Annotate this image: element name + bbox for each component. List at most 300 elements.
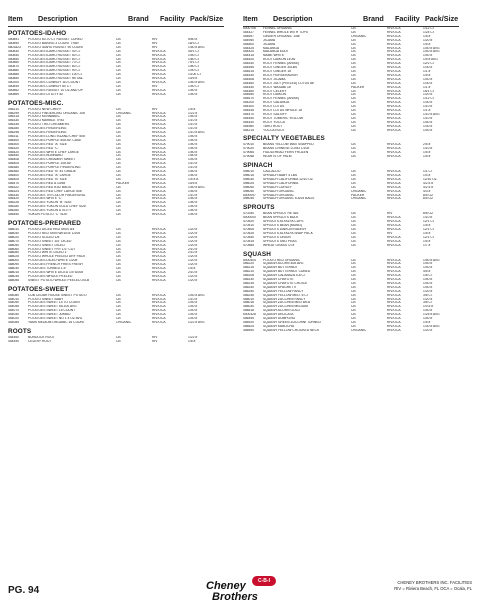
item-facility: RIV/OCA	[152, 263, 166, 267]
item-code: 488030	[8, 267, 20, 271]
item-pack-size: 1/5 #	[423, 34, 431, 38]
item-pack-size: 1/50 CT	[188, 53, 200, 57]
item-description: MALANGA EDDI	[263, 50, 288, 54]
item-brand: CB	[116, 251, 121, 255]
item-brand: CB	[116, 309, 121, 313]
item-facility: RIV/OCA	[152, 317, 166, 321]
item-description: ROOT LOTUS WHOLE 1#	[263, 109, 302, 113]
item-facility: RIV/OCA	[387, 181, 401, 185]
item-pack-size: 1/10 #	[423, 116, 433, 120]
item-pack-size: 1/5 # AVG	[423, 58, 438, 62]
item-pack-size: 1/40 #	[423, 128, 433, 132]
item-description: SQUASH YELLOW FANCY	[263, 289, 304, 293]
item-brand: CB	[116, 134, 121, 138]
item-code: 456330	[8, 119, 20, 123]
item-pack-size: 1/22 # AVG	[188, 321, 205, 324]
item-pack-size: 1/4 #	[423, 174, 431, 177]
item-brand: CB	[351, 38, 356, 42]
item-description: SQUASH ACORN GOLD	[263, 309, 300, 313]
item-brand: CB	[351, 177, 356, 181]
item-pack-size: 1/20 #	[188, 259, 198, 263]
item-code: 488010	[8, 227, 20, 231]
item-code: 5801823	[8, 45, 21, 49]
item-code: 470585	[243, 243, 255, 247]
item-code: 488040	[8, 231, 20, 235]
item-code: 456245	[243, 293, 255, 297]
item-code: 450869	[8, 92, 20, 96]
item-pack-size: 1/10 #	[423, 216, 433, 220]
item-description: POTATOES FINGERLING	[28, 131, 67, 135]
item-pack-size: 1/40 #	[188, 158, 198, 162]
item-pack-size: 1/40 # AVG	[423, 50, 440, 54]
header-item: Item	[8, 14, 23, 23]
item-code: 456335	[8, 123, 20, 127]
item-pack-size: 4/5 #	[423, 270, 431, 274]
table-row	[8, 321, 224, 325]
item-description: POTATO WHOLE PEELED DRY PACK	[28, 255, 86, 259]
item-code: 454950	[243, 38, 255, 42]
item-description: SPINACH CURLEY	[263, 185, 292, 189]
item-brand: CB	[351, 262, 356, 266]
item-description: POTATO BAKING 3 COUNT TRAY	[28, 41, 80, 45]
table-row	[8, 213, 224, 217]
item-code: 454200	[243, 101, 255, 105]
item-facility: RIV/OCA	[152, 293, 166, 297]
item-brand: CB	[351, 143, 356, 147]
item-code: 456455	[243, 317, 255, 321]
item-pack-size: 8/5 OZ	[423, 193, 434, 197]
item-description: POTATO SWEET BABY	[28, 297, 64, 301]
item-pack-size: 1/30 #	[423, 101, 433, 105]
item-description: POTATO IDAHO RUSSET 90 COUNT	[28, 45, 84, 49]
item-facility: RIV/OCA	[387, 147, 401, 151]
table-row	[8, 93, 224, 97]
item-facility: RIV/OCA	[387, 46, 401, 50]
item-code: 450840	[8, 53, 20, 57]
item-brand: CB	[351, 266, 356, 270]
item-description: POTATOES CREAMER SWEET	[28, 158, 76, 162]
table-row	[243, 155, 459, 159]
item-code: 456590	[243, 328, 255, 332]
item-pack-size: 1/8 CT	[423, 274, 433, 278]
item-pack-size: 1/80 CT	[188, 65, 200, 69]
item-facility: RIV/OCA	[387, 193, 401, 197]
item-brand: CB	[116, 61, 121, 65]
item-pack-size: 1/50 #	[188, 197, 198, 201]
item-facility: RIV/OCA	[152, 274, 166, 278]
item-brand: CB	[116, 41, 121, 45]
item-facility: RIV/OCA	[152, 77, 166, 81]
item-description: POTATOES RUSSET 10 OZ AND UP	[28, 88, 83, 92]
item-description: POTATOES PURPLE 10# AV.	[28, 162, 72, 166]
cheney-brothers-logo	[192, 576, 292, 602]
item-pack-size: 1/100 CT	[188, 73, 202, 77]
item-pack-size: 1/40 #	[423, 317, 433, 321]
item-description: POTATOES UTILITY #2	[28, 92, 64, 96]
item-pack-size: 1/20 #	[423, 38, 433, 42]
item-brand: CB	[116, 317, 121, 321]
item-facility: RIV/OCA	[152, 309, 166, 313]
item-pack-size: 15/1 CT	[423, 89, 435, 93]
item-description: ROOT SALSIFY	[263, 112, 287, 116]
left-sections	[8, 30, 224, 344]
item-pack-size: 2/10 #	[188, 270, 198, 274]
item-description: POTATOES RED "A" SIZE	[28, 142, 67, 146]
item-facility: RIV/OCA	[387, 151, 401, 155]
item-code: 456240	[243, 285, 255, 289]
item-facility: RIV/OCA	[152, 80, 166, 84]
item-facility: RIV/OCA	[387, 243, 401, 247]
item-facility: RIV/OCA	[387, 62, 401, 66]
item-facility: RIV/OCA	[387, 73, 401, 77]
section-title: POTATOES-IDAHO	[8, 30, 67, 37]
item-brand: PACKER	[351, 85, 365, 89]
item-facility: RIV/OCA	[152, 119, 166, 123]
header-brand: Brand	[128, 14, 149, 23]
item-pack-size: 1/10 #	[188, 123, 198, 127]
section-title: SPROUTS	[243, 204, 275, 212]
item-brand: CB	[116, 84, 121, 88]
item-facility: RIV/OCA	[387, 143, 401, 147]
item-brand: CB	[116, 209, 121, 213]
table-row	[243, 329, 459, 333]
item-code: 454555	[243, 66, 255, 70]
item-code: 454040	[8, 313, 20, 317]
item-description: POTATOES COWBOY 110 COUNT	[28, 80, 81, 84]
item-description: TARO ROOT	[263, 124, 283, 128]
item-brand: CB	[116, 107, 121, 111]
item-pack-size: 1/5 #	[423, 73, 431, 77]
item-description: SQUASH YELLOW MED. 6 CT	[263, 293, 309, 297]
item-description: MALANGA	[263, 46, 280, 50]
item-brand: CB	[351, 54, 356, 58]
item-description: ROOT GINGER 30LBS	[263, 66, 298, 70]
header-pack-size: Pack/Size	[425, 14, 459, 23]
item-description: YAMS MEDIUM ORGANIC 16 COUNT	[28, 321, 85, 324]
item-description: POTATO TRIO CREAMERS	[28, 123, 70, 127]
item-description: ROOT TUMERIC YELLOW	[263, 116, 303, 120]
item-description: SPROUTS DAIKON RADISH	[263, 227, 306, 231]
item-code: 454508	[243, 77, 255, 81]
item-code: 454440	[243, 85, 255, 89]
item-code: 456298	[8, 131, 20, 135]
item-facility: RIV/OCA	[152, 247, 166, 251]
item-brand: CB	[116, 227, 121, 231]
item-pack-size: 1/90 CT	[188, 69, 200, 73]
item-pack-size: 6/5 OZ	[423, 197, 434, 201]
item-facility: RIV/OCA	[387, 309, 401, 313]
item-facility: RIV/OCA	[387, 216, 401, 220]
item-code: 454050	[8, 301, 20, 305]
item-pack-size: 1/5 #	[423, 321, 431, 324]
item-pack-size: 1/50 #	[188, 154, 198, 158]
item-code: 470250	[243, 212, 255, 216]
section-title: POTATOES-SWEET	[8, 285, 69, 293]
item-description: SQUASH ACORN 40# AVG	[263, 262, 304, 266]
item-brand: CB	[116, 243, 121, 247]
item-brand: CB	[116, 270, 121, 274]
item-description: BURDOCK ROOT	[28, 335, 55, 339]
item-code: 456450	[8, 154, 20, 158]
item-description: BEANS YELLOW WAX SNAPPED	[263, 143, 314, 147]
item-pack-size: 1/5 #	[423, 231, 431, 235]
header-description: Description	[273, 14, 313, 23]
item-facility: RIV/OCA	[387, 177, 401, 181]
item-code: 488090	[8, 263, 20, 267]
item-code: 479058	[243, 155, 255, 159]
item-pack-size: 1/22 #	[188, 335, 198, 339]
item-facility: RIV/OCA	[152, 259, 166, 263]
item-brand: CB	[116, 138, 121, 142]
item-description: CALLALOO	[263, 170, 281, 174]
item-brand: CB	[351, 185, 356, 189]
item-description: POTATO SWEET 3/4" DICED	[28, 239, 72, 243]
item-pack-size: 1/50 #	[188, 189, 198, 193]
facility-codes: RIV = Riviera Beach, FL OCA = Ocala, FL	[394, 586, 472, 591]
item-pack-size: 12/1 CT	[423, 235, 435, 239]
item-pack-size: 1/1 CT	[423, 170, 433, 174]
item-facility: RIV/OCA	[152, 209, 166, 213]
item-facility: RIV/OCA	[152, 231, 166, 235]
item-description: SQUASH CHAYOTE	[263, 278, 294, 282]
item-description: POTATOES YUKON GOLD CHEF SIZE	[28, 205, 87, 209]
table-row	[243, 197, 459, 201]
item-brand: CB	[116, 235, 121, 239]
item-facility: RIV/OCA	[387, 285, 401, 289]
item-pack-size: 1/40 #	[188, 313, 198, 317]
item-brand: CB	[351, 281, 356, 285]
item-description: POTATOES WHITE "C"	[28, 197, 63, 201]
item-description: POTATO SWEET DICED	[28, 243, 65, 247]
item-brand: CB	[116, 158, 121, 162]
item-description: SPINACH ORGANIC	[263, 193, 294, 197]
item-pack-size: 1/1 #	[423, 85, 431, 89]
item-description: ROOT FENNEL (ANISE)	[263, 97, 300, 101]
item-facility: RIV/OCA	[152, 297, 166, 301]
item-description: POTATOES SWEET JUMBO	[28, 313, 71, 317]
item-facility: RIV/OCA	[387, 239, 401, 243]
item-pack-size: 1/50 # AVG	[188, 45, 205, 49]
item-facility: RIV/OCA	[152, 177, 166, 181]
item-facility: RIV/OCA	[387, 101, 401, 105]
item-pack-size: 1/50 # AVG	[423, 258, 440, 262]
item-facility: RIV/OCA	[387, 258, 401, 262]
item-pack-size: 1/1 #	[423, 69, 431, 73]
item-pack-size: 1/50 #	[188, 88, 198, 92]
item-brand: CB	[116, 213, 121, 217]
item-description: POTATOES RED B #2 BAGS	[28, 185, 72, 189]
item-description: POTATOES RED CHEF LARGE 50#	[28, 189, 82, 193]
item-brand: ORGANIC	[351, 197, 367, 201]
item-code: 450850	[8, 57, 20, 61]
item-code: 450870	[8, 65, 20, 69]
item-facility: RIV/OCA	[387, 317, 401, 321]
item-facility: RIV/OCA	[152, 239, 166, 243]
item-brand: CB	[351, 174, 356, 177]
company-facilities: CHENEY BROTHERS INC. FACILITIES	[397, 580, 472, 585]
item-description: ROOT DAIKON 1# AV	[263, 58, 296, 62]
item-pack-size: 1/20 #	[423, 289, 433, 293]
item-pack-size: 4/3 #	[423, 189, 431, 193]
item-pack-size: 4/2.5 #	[423, 181, 434, 185]
section-title: POTATOES-MISC.	[8, 99, 64, 107]
item-code: 479065	[243, 151, 255, 155]
item-code: 454080	[8, 293, 20, 297]
item-facility: RIV/OCA	[387, 293, 401, 297]
item-code: 454530	[243, 73, 255, 77]
item-description: BEAN SPROUT RETAIL	[263, 212, 299, 216]
item-brand: CB	[351, 181, 356, 185]
item-facility: RIV	[152, 38, 158, 41]
item-code: 456280	[8, 205, 20, 209]
item-code: 450862	[8, 88, 20, 92]
item-pack-size: 1/5 #	[188, 267, 196, 271]
page-number: PG. 94	[8, 585, 40, 596]
item-description: POTATOES IDAHO RUSSET RETAIL	[28, 77, 84, 81]
item-pack-size: 12/1 CT	[423, 220, 435, 224]
item-facility: RIV/OCA	[387, 120, 401, 124]
item-facility: RIV/OCA	[152, 201, 166, 205]
item-brand: CB	[116, 197, 121, 201]
item-brand: CB	[116, 115, 121, 119]
item-description: POTATOES YUKON UTILITY	[28, 209, 72, 213]
item-facility: RIV	[152, 45, 158, 49]
item-pack-size: 1/7 #	[423, 243, 431, 247]
item-brand: PACKER	[116, 181, 130, 185]
item-code: 456210	[8, 107, 20, 111]
item-code: 470520	[243, 220, 255, 224]
item-brand: CB	[116, 293, 121, 297]
item-brand: CB	[351, 289, 356, 293]
item-description: GINGER ORGANIC 1/5#	[263, 34, 300, 38]
item-description: POTATOES IDAHO RUSSET 60 CT	[28, 57, 81, 61]
item-description: ROOT HORSERADISH	[263, 73, 298, 77]
item-pack-size: 1/20 #	[423, 93, 433, 97]
item-facility: RIV/OCA	[387, 170, 401, 174]
item-pack-size: 1/40 #	[423, 285, 433, 289]
item-description: SQUASH CALABAZA 4-8 CT	[263, 274, 306, 278]
item-brand: CB	[351, 227, 356, 231]
item-facility: RIV/OCA	[387, 235, 401, 239]
item-pack-size: 1/10 #	[423, 147, 433, 151]
item-brand: CB	[351, 317, 356, 321]
item-pack-size: 2/5 #	[423, 143, 431, 147]
item-description: SQUASH BUTTERNUT CUBED	[263, 270, 311, 274]
item-description: POTATOES IDAHO RUSSET 90 CT	[28, 69, 81, 73]
item-description: SWEET POTATO WHOLE PEELED 20LB	[28, 278, 90, 282]
item-pack-size: 1/40 #	[423, 120, 433, 124]
item-pack-size: 1/50 #	[188, 150, 198, 154]
section-title: POTATOES-PREPARED	[8, 219, 81, 227]
item-brand: CB	[351, 62, 356, 66]
item-pack-size: 1/60 CT	[188, 57, 200, 61]
item-pack-size: 1/40 #	[423, 77, 433, 81]
item-description: SQUASH DELICATA	[263, 313, 294, 317]
item-code: 454085	[8, 321, 20, 324]
item-brand: CB	[116, 53, 121, 57]
item-description: SPROUTS ONION	[263, 235, 291, 239]
item-facility: RIV/OCA	[152, 305, 166, 309]
item-description: POTATOES TURNED 1.5"	[28, 267, 67, 271]
item-facility: RIV/OCA	[387, 281, 401, 285]
item-description: SQUASH ZUCCHINI FANCY	[263, 297, 306, 301]
item-code: 488080	[8, 251, 20, 255]
item-code: 479020	[243, 147, 255, 151]
item-facility: RIV/OCA	[152, 73, 166, 77]
item-pack-size: 1/10 #	[423, 105, 433, 109]
item-description: POTATOES DICED WHITE 1/20#	[28, 259, 78, 263]
item-pack-size: 1/5 #	[188, 339, 196, 343]
item-pack-size: 1/50 #	[188, 170, 198, 174]
item-brand: CB	[116, 259, 121, 263]
item-brand: CB	[351, 93, 356, 97]
item-brand: CB	[116, 297, 121, 301]
item-brand: CB	[351, 305, 356, 309]
item-pack-size: 1/40 #	[423, 278, 433, 282]
item-facility: RIV/OCA	[387, 174, 401, 177]
item-description: POTATOES RED "A" LARGE	[28, 174, 71, 177]
item-pack-size: 1/12 CT	[423, 27, 435, 30]
item-description: ROOT CELERY	[263, 89, 287, 93]
item-brand: CB	[351, 69, 356, 73]
item-brand: CB	[116, 174, 121, 177]
item-code: 454530	[243, 62, 255, 66]
item-description: SQUASH DUMPLING	[263, 317, 296, 321]
item-brand: CB	[116, 154, 121, 158]
item-brand: ORGANIC	[351, 328, 367, 332]
item-facility: RIV/OCA	[387, 89, 401, 93]
item-facility: RIV/OCA	[387, 116, 401, 120]
item-facility: RIV/OCA	[387, 69, 401, 73]
item-facility: RIV/OCA	[387, 321, 401, 324]
item-code: 454670	[243, 97, 255, 101]
item-code: 488020	[8, 235, 20, 239]
item-description: SQUASH BUTTERNUT	[263, 266, 298, 270]
item-pack-size: 1/5 #	[188, 107, 196, 111]
item-pack-size: 1/40 # AVG	[188, 293, 205, 297]
item-description: POTATO SLICED 1/8	[28, 235, 60, 239]
item-code: 456405	[8, 162, 20, 166]
item-brand: CB	[351, 270, 356, 274]
item-pack-size: 1/10 #	[188, 127, 198, 131]
item-code: 454425	[243, 46, 255, 50]
item-facility: RIV/OCA	[152, 57, 166, 61]
item-pack-size: 12/2 CT	[423, 62, 435, 66]
item-brand: CB	[351, 324, 356, 328]
item-facility: RIV/OCA	[152, 158, 166, 162]
item-description: POTATOES FINGERLING	[28, 127, 67, 131]
item-brand: CB	[351, 124, 356, 128]
item-description: CELERY ROOT	[28, 339, 52, 343]
item-facility: RIV	[387, 231, 393, 235]
left-column	[8, 14, 224, 344]
header-brand: Brand	[363, 14, 384, 23]
item-code: 456400	[8, 138, 20, 142]
item-pack-size: 1/30 #	[423, 66, 433, 70]
item-code: 488000	[8, 259, 20, 263]
item-pack-size: 1/50 # AVG	[188, 80, 205, 84]
item-brand: CB	[116, 57, 121, 61]
item-code: 454420	[243, 50, 255, 54]
item-brand: CB	[351, 301, 356, 305]
item-facility: RIV/OCA	[387, 155, 401, 159]
header-facility: Facility	[395, 14, 420, 23]
item-facility: RIV/OCA	[152, 131, 166, 135]
item-description: ROOT GALANGA	[263, 101, 290, 105]
item-brand: CB	[351, 109, 356, 113]
header-pack-size: Pack/Size	[190, 14, 224, 23]
item-code: 5000404	[243, 258, 256, 262]
